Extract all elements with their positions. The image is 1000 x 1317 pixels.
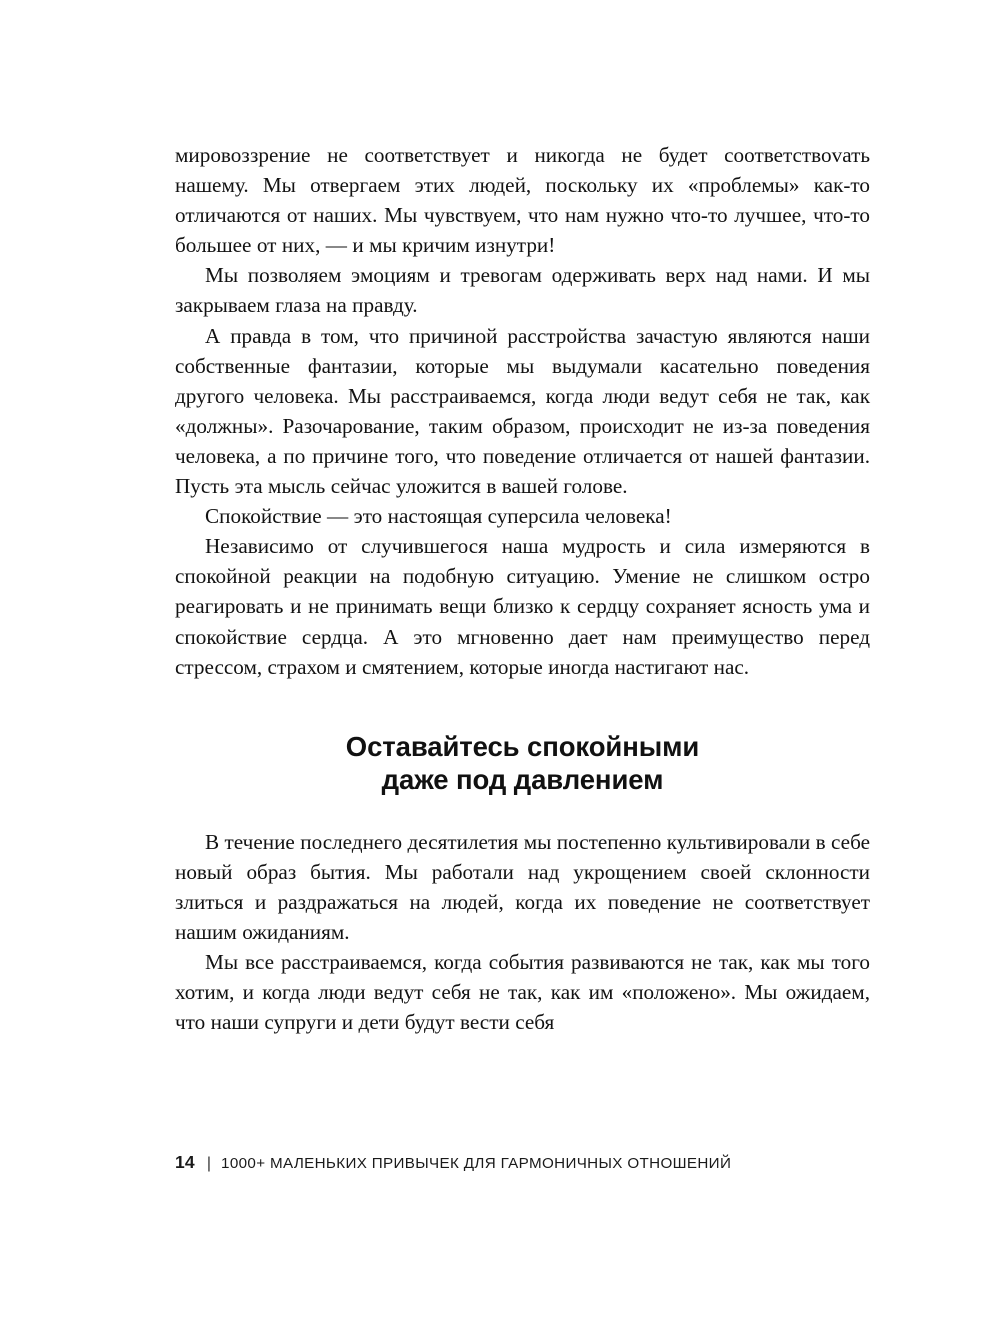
footer-separator: | (206, 1155, 212, 1172)
body-paragraph: мировоззрение не соответствует и никогда не будет соответствоvать нашему. Мы отвергаем этих людей, поскольку их «проблемы» как-то отличаются от наших. Мы чувствуем, что нам нужно что-то лучшее, что-то большее от них, — и мы кричим изнутри! (175, 143, 870, 258)
section-paragraph: Мы все расстраиваемся, когда события развиваются не так, как мы того хотим, и когда люди ведут себя не так, как им «положено». Мы ожидаем, что наши супруги и дети будут вести себя (175, 950, 870, 1035)
section-heading-line-2: даже под давлением (381, 764, 664, 796)
body-paragraph: Независимо от случившегося наша мудрость и сила измеряются в спокойной реакции на подобную ситуацию. Умение не слишком остро реагировать и не принимать вещи близко к сердцу сохраняет ясность ума и спокойствие сердца. А это мгновенно дает нам преимущество перед стрессом, страхом и смятением, которые иногда настигают нас. (175, 534, 870, 679)
body-paragraph: А правда в том, что причиной расстройства зачастую являются наши собственные фантазии, которые мы выдумали касательно поведения другого человека. Мы расстраиваемся, когда люди ведут себя не так, как «должны». Разочарование, таким образом, происходит не из-за поведения человека, а по причине того, что поведение отличается от нашей фантазии. Пусть эта мысль сейчас уложится в вашей голове. (175, 323, 870, 499)
section-heading (175, 730, 870, 797)
page-footer (175, 1152, 875, 1173)
page-text-block (175, 140, 870, 1037)
footer-book-title: 1000+ МАЛЕНЬКИХ ПРИВЫЧЕК ДЛЯ ГАРМОНИЧНЫХ ОТНОШЕНИЙ (221, 1155, 732, 1172)
section-heading-text (175, 730, 870, 797)
body-paragraph: Спокойствие — это настоящая суперсила человека! (205, 504, 672, 529)
section-paragraph: В течение последнего десятилетия мы постепенно культивировали в себе новый образ бытия. Мы работали над укрощением своей склонности злиться и раздражаться на людей, когда их поведение не соответствует нашим ожиданиям. (175, 829, 870, 944)
section-heading-line-1: Оставайтесь спокойными (345, 730, 700, 762)
body-paragraph: Мы позволяем эмоциям и тревогам одерживать верх над нами. И мы закрываем глаза на правду. (175, 263, 870, 318)
footer-page-number: 14 (175, 1152, 195, 1172)
